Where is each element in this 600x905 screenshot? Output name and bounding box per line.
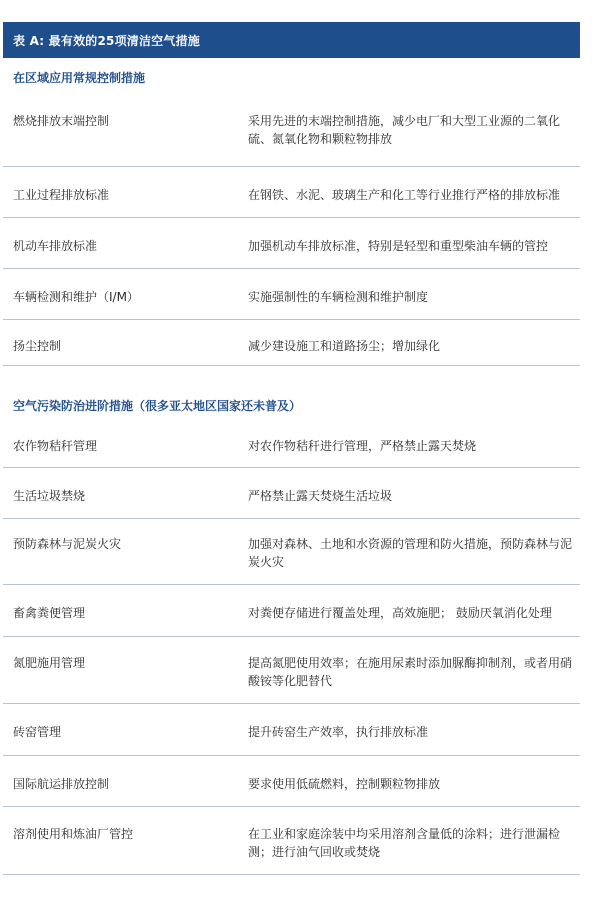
measure-description: 提高氮肥使用效率；在施用尿素时添加脲酶抑制剂，或者用硝酸铵等化肥替代 [248,656,573,688]
measure-name: 畜禽粪便管理 [13,606,86,620]
measure-description: 在钢铁、水泥、玻璃生产和化工等行业推行严格的排放标准 [248,188,561,202]
table-row [3,269,580,320]
measure-description: 严格禁止露天焚烧生活垃圾 [248,489,393,503]
measure-description: 提升砖窑生产效率，执行排放标准 [248,725,429,739]
table-row [3,756,580,807]
measure-description: 减少建设施工和道路扬尘；增加绿化 [248,339,441,353]
measures-table [3,22,580,875]
measure-description: 采用先进的末端控制措施，减少电厂和大型工业源的二氧化硫、氮氧化物和颗粒物排放 [248,114,561,146]
measure-description: 在工业和家庭涂装中均采用溶剂含量低的涂料；进行泄漏检测；进行油气回收或焚烧 [248,827,561,859]
measure-name: 氮肥施用管理 [13,656,86,670]
table-row [3,704,580,756]
measure-name: 预防森林与泥炭火灾 [13,537,122,551]
measure-description: 加强对森林、土地和水资源的管理和防火措施，预防森林与泥炭火灾 [248,537,573,569]
table-row [3,585,580,637]
table-row [3,94,580,167]
measure-name: 机动车排放标准 [13,239,98,253]
table-row [3,416,580,468]
measure-description: 加强机动车排放标准，特别是轻型和重型柴油车辆的管控 [248,239,549,253]
measure-name: 溶剂使用和炼油厂管控 [13,827,134,841]
measure-description: 实施强制性的车辆检测和维护制度 [248,290,429,304]
measure-name: 国际航运排放控制 [13,777,110,791]
table-row [3,807,580,875]
section-conventional-measures [3,58,580,366]
measure-description: 对农作物秸秆进行管理，严格禁止露天焚烧 [248,439,477,453]
measure-name: 砖窑管理 [13,725,62,739]
table-row [3,167,580,218]
table-row [3,320,580,366]
table-row [3,519,580,585]
measure-name: 车辆检测和维护（I/M） [13,290,139,304]
table-row [3,468,580,519]
measure-name: 生活垃圾禁烧 [13,489,86,503]
measure-name: 燃烧排放末端控制 [13,114,110,128]
measure-name: 工业过程排放标准 [13,188,110,202]
table-title: 表 A: 最有效的25项清洁空气措施 [3,22,580,58]
measure-name: 扬尘控制 [13,339,62,353]
section-title: 空气污染防治进阶措施（很多亚太地区国家还未普及） [13,399,302,413]
measure-description: 对粪便存储进行覆盖处理，高效施肥； 鼓励厌氧消化处理 [248,606,552,620]
section-title: 在区域应用常规控制措施 [13,71,146,85]
measure-name: 农作物秸秆管理 [13,439,98,453]
section-advanced-measures [3,366,580,875]
table-row [3,218,580,269]
table-row [3,637,580,704]
measure-description: 要求使用低硫燃料，控制颗粒物排放 [248,777,441,791]
